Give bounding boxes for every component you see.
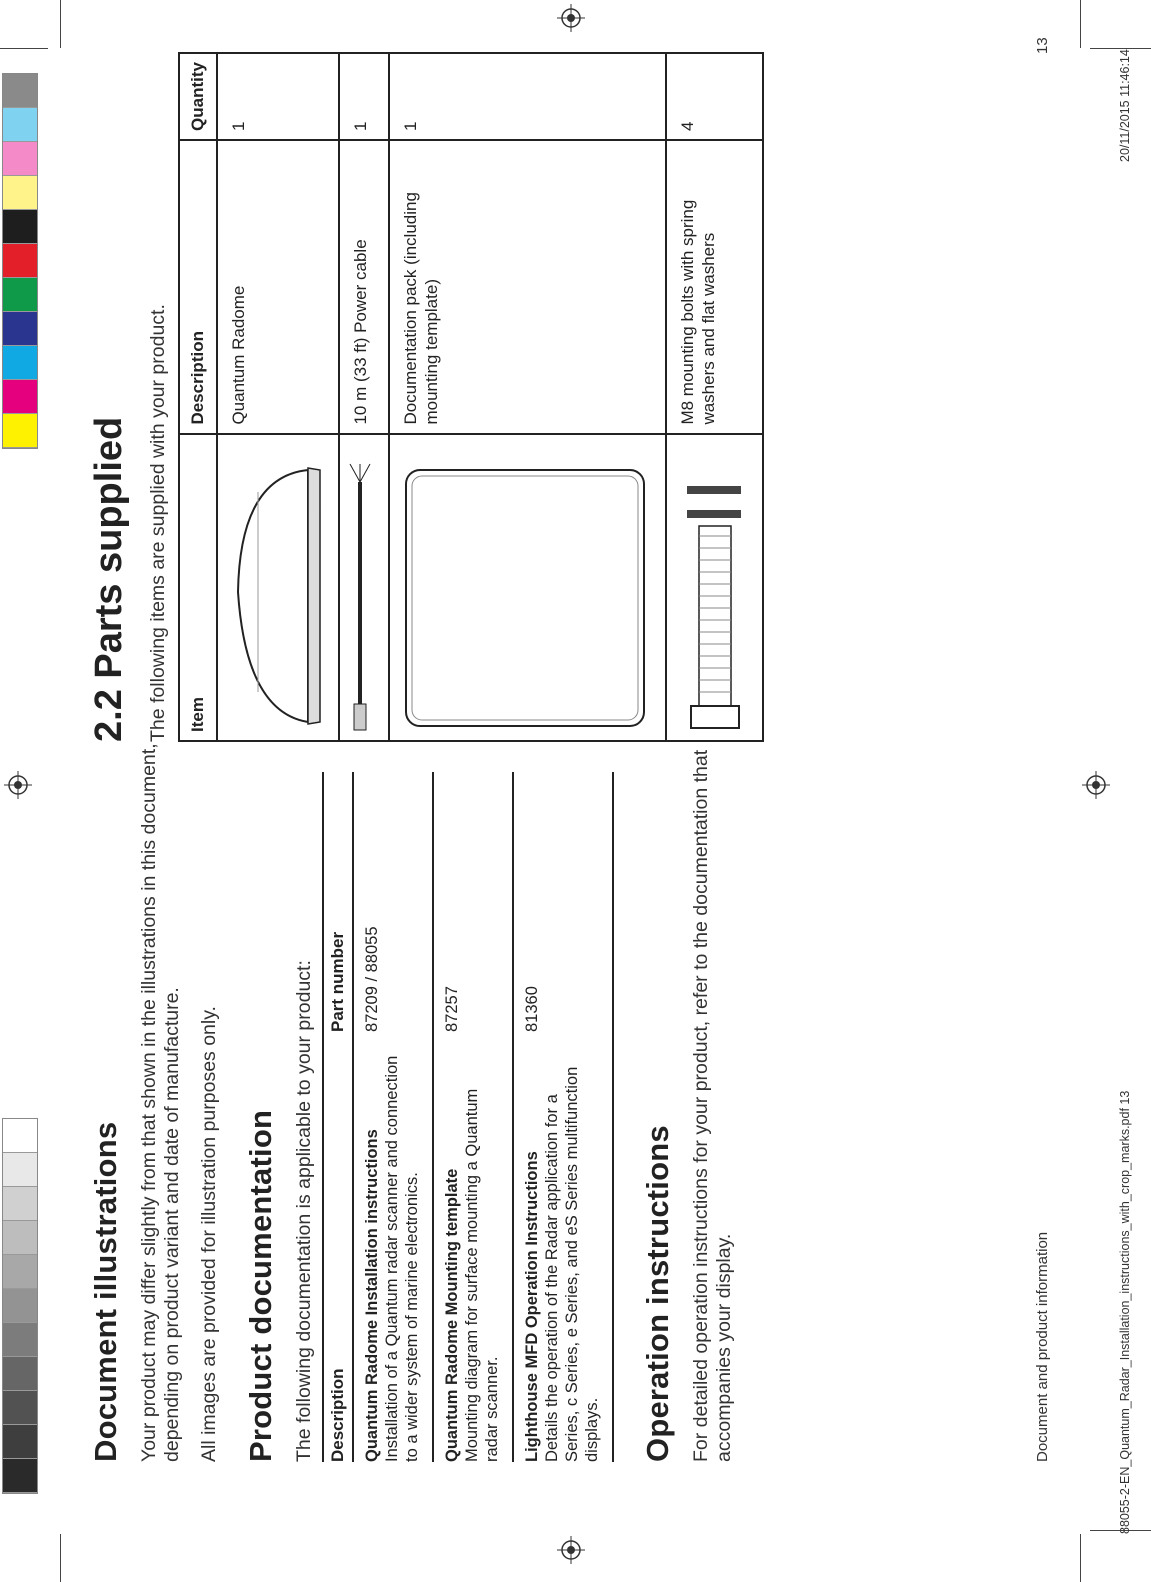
left-column (88, 742, 750, 1462)
column-header-item: Item (179, 434, 217, 741)
doc-part-number: 87209 / 88055 (353, 772, 433, 1032)
section-title-product-documentation: Product documentation (243, 1109, 278, 1462)
right-column (88, 42, 764, 742)
table-row (433, 772, 513, 1462)
parts-supplied-intro: The following items are supplied with your product. (147, 304, 169, 742)
table-row (389, 53, 666, 741)
footer-file-name: 88055-2-EN_Quantum_Radar_Installation_instructions_with_crop_marks.pdf 13 (1118, 1090, 1132, 1534)
part-description: Quantum Radome (217, 140, 339, 434)
doc-description: Mounting diagram for surface mounting a Quantum radar scanner. (463, 1088, 501, 1462)
documentation-pack-icon (400, 462, 650, 732)
product-documentation-intro: The following documentation is applicable to your product: (293, 960, 315, 1462)
power-cable-icon (346, 462, 374, 732)
doc-description: Installation of a Quantum radar scanner and connection to a wider system of marine electronics. (383, 1055, 421, 1462)
section-title-operation-instructions: Operation instructions (640, 1125, 675, 1462)
table-row (217, 53, 339, 741)
radome-icon (228, 462, 323, 732)
doc-title: Lighthouse MFD Operation Instructions (523, 1151, 541, 1462)
table-row (666, 53, 763, 741)
part-description: 10 m (33 ft) Power cable (339, 140, 389, 434)
bolt-icon (677, 462, 747, 732)
column-header-description: Description (179, 140, 217, 434)
operation-instructions-paragraph: For detailed operation instructions for your product, refer to the documentation that accompanies your display. (690, 749, 735, 1462)
table-row (353, 772, 433, 1462)
part-quantity: 4 (666, 53, 763, 140)
part-quantity: 1 (217, 53, 339, 140)
table-row (339, 53, 389, 741)
doc-part-number: 81360 (513, 772, 613, 1032)
parts-supplied-table (178, 52, 764, 742)
doc-title: Quantum Radome Installation instructions (363, 1129, 381, 1462)
table-row (513, 772, 613, 1462)
footer-timestamp: 20/11/2015 11:46:14 (1118, 49, 1132, 162)
part-description: Documentation pack (including mounting template) (389, 140, 666, 434)
column-header-quantity: Quantity (179, 53, 217, 140)
footer-chapter: Document and product information (1034, 1231, 1051, 1462)
illustrations-note: All images are provided for illustration purposes only. (198, 1006, 220, 1462)
section-title-document-illustrations: Document illustrations (88, 1121, 123, 1462)
doc-description: Details the operation of the Radar application for a Series, c Series, e Series, and eS Series multifunction displays. (543, 1066, 601, 1462)
part-description: M8 mounting bolts with spring washers and flat washers (666, 140, 763, 434)
product-documentation-table (322, 772, 614, 1462)
part-quantity: 1 (339, 53, 389, 140)
column-header-description: Description (323, 1032, 353, 1462)
illustrations-paragraph: Your product may differ slightly from that shown in the illustrations in this document, depending on product variant and date of manufacture. (138, 743, 183, 1462)
doc-title: Quantum Radome Mounting template (443, 1168, 461, 1462)
doc-part-number: 87257 (433, 772, 513, 1032)
footer-page-number: 13 (1034, 37, 1051, 54)
section-title-parts-supplied: 2.2 Parts supplied (88, 416, 130, 742)
part-quantity: 1 (389, 53, 666, 140)
column-header-part-number: Part number (323, 772, 353, 1032)
